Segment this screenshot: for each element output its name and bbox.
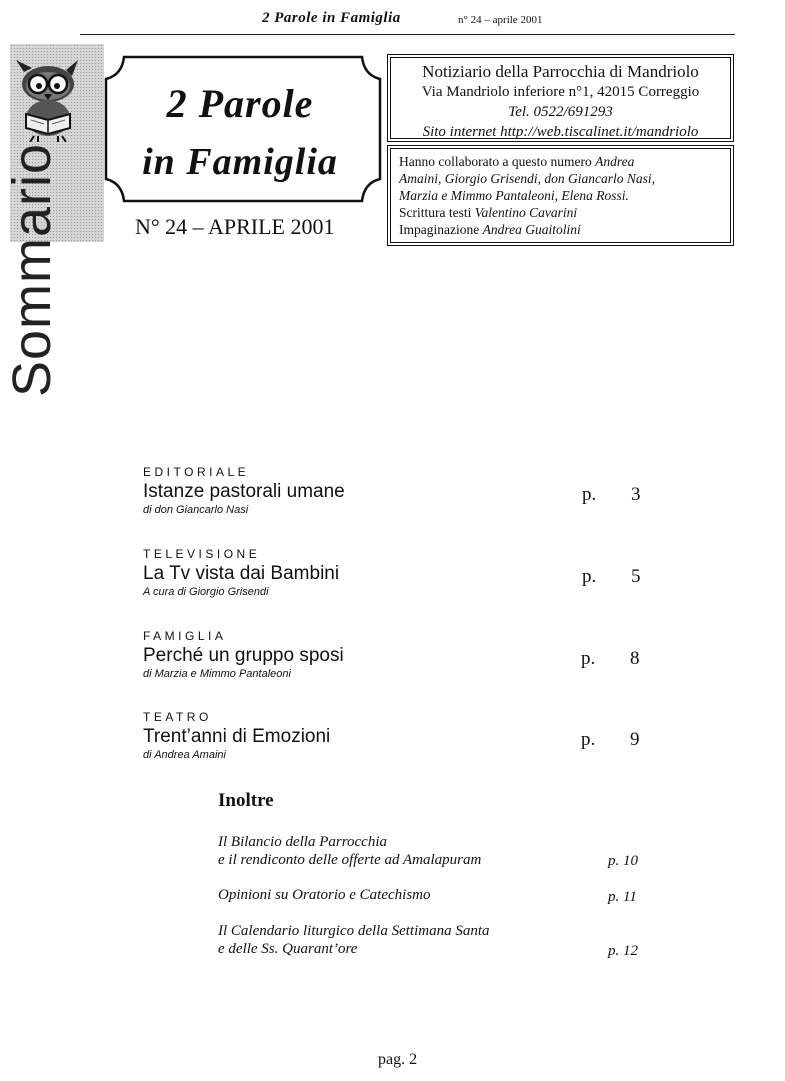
- writer-name: Valentino Cavarini: [474, 205, 578, 220]
- toc-entry-title[interactable]: Istanze pastorali umane: [143, 481, 345, 502]
- toc-section-label: EDITORIALE: [143, 465, 250, 479]
- masthead-title-line2: in Famiglia: [142, 141, 338, 183]
- toc-page-number: 9: [630, 729, 640, 750]
- running-header-title: 2 Parole in Famiglia: [262, 10, 401, 26]
- extra-item-line[interactable]: Opinioni su Oratorio e Catechismo: [218, 887, 431, 903]
- credits-layout-line: [399, 221, 723, 238]
- layout-name: Andrea Guaitolini: [482, 222, 581, 237]
- owl-reading-logo-icon: [10, 58, 86, 142]
- extra-item-line[interactable]: Il Calendario liturgico della Settimana Santa: [218, 923, 490, 939]
- credits-names-1: Andrea: [595, 154, 635, 169]
- toc-page-number: 8: [630, 648, 640, 669]
- extra-item-line[interactable]: e delle Ss. Quarant’ore: [218, 941, 358, 957]
- side-title: Sommario: [2, 142, 62, 398]
- toc-page-number: 5: [631, 566, 641, 587]
- running-header-issue: n° 24 – aprile 2001: [458, 14, 543, 26]
- issue-number: N° 24 – APRILE 2001: [135, 214, 335, 239]
- toc-entry-byline: di don Giancarlo Nasi: [143, 504, 249, 516]
- toc-entry-title[interactable]: La Tv vista dai Bambini: [143, 563, 340, 584]
- toc-page-number: 3: [631, 484, 641, 505]
- credits-writer-line: [399, 204, 723, 221]
- layout-label: Impaginazione: [399, 222, 480, 237]
- toc-section-label: FAMIGLIA: [143, 629, 227, 643]
- extra-item-line[interactable]: e il rendiconto delle offerte ad Amalapuram: [218, 852, 482, 868]
- toc-entry-byline: A cura di Giorgio Grisendi: [143, 586, 269, 598]
- toc-entry-title[interactable]: Trent’anni di Emozioni: [143, 726, 331, 747]
- credits-label: Hanno collaborato a questo numero: [399, 154, 592, 169]
- toc-page-prefix: p.: [582, 566, 597, 587]
- extra-item-page: p. 10: [608, 853, 638, 869]
- toc-section-label: TEATRO: [143, 710, 212, 724]
- toc-entry-title[interactable]: Perché un gruppo sposi: [143, 645, 344, 666]
- inoltre-heading: Inoltre: [218, 790, 274, 811]
- extra-item-page: p. 11: [608, 889, 637, 905]
- running-header: [80, 8, 735, 35]
- extra-item-line[interactable]: Il Bilancio della Parrocchia: [218, 834, 387, 850]
- credits-names-3: Marzia e Mimmo Pantaleoni, Elena Rossi.: [399, 188, 629, 203]
- parish-website: Sito internet http://web.tiscalinet.it/mandriolo: [422, 124, 699, 140]
- footer-page-number: pag. 2: [378, 1051, 418, 1068]
- parish-phone: Tel. 0522/691293: [508, 104, 613, 120]
- parish-name: Notiziario della Parrocchia di Mandriolo: [422, 62, 699, 81]
- extra-item-page: p. 12: [608, 943, 638, 959]
- credits-names-2: Amaini, Giorgio Grisendi, don Giancarlo Nasi,: [399, 171, 656, 186]
- writer-label: Scrittura testi: [399, 205, 472, 220]
- toc-page-prefix: p.: [581, 729, 596, 750]
- masthead-title-line1: 2 Parole: [166, 81, 314, 126]
- toc-entry-byline: di Andrea Amaini: [143, 749, 226, 761]
- toc-page-prefix: p.: [582, 484, 597, 505]
- toc-page-prefix: p.: [581, 648, 596, 669]
- credits-box: [390, 148, 731, 243]
- parish-info-box: [390, 57, 731, 139]
- toc-entry-byline: di Marzia e Mimmo Pantaleoni: [143, 668, 291, 680]
- credits-line-1: [399, 153, 723, 170]
- toc-section-label: TELEVISIONE: [143, 547, 261, 561]
- parish-address: Via Mandriolo inferiore n°1, 42015 Correggio: [421, 84, 700, 100]
